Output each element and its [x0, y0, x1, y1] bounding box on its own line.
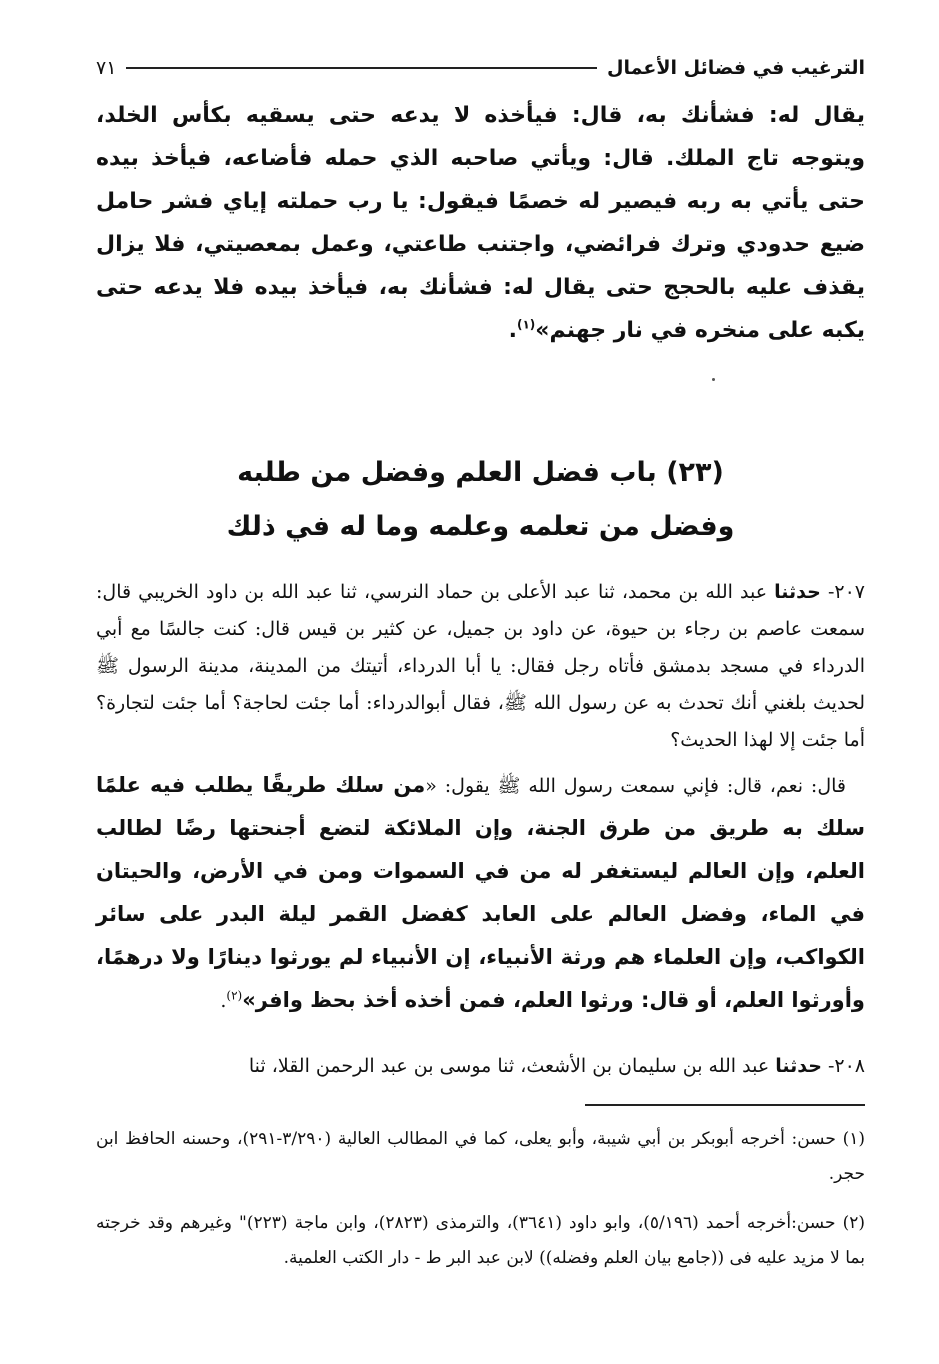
- ink-speck: [712, 378, 715, 381]
- footnote-2: [96, 1206, 865, 1276]
- page-number: ٧١: [96, 57, 117, 79]
- footnote-ref-1: (١): [516, 317, 536, 332]
- section-heading: [96, 446, 865, 554]
- footnote-marker: (١): [835, 1129, 865, 1149]
- hadith-number: ٢٠٨-: [821, 1055, 865, 1077]
- footnote-1: [96, 1122, 865, 1192]
- hadith-end: .: [220, 990, 227, 1012]
- continuation-end: .: [508, 318, 517, 343]
- hadith-lead: حدثنا: [775, 1055, 822, 1077]
- continuation-text: يقال له: فشأنك به، قال: فيأخذه لا يدعه حتى يسقيه بكأس الخلد، ويتوجه تاج الملك. قال: ويأتي صاحبه الذي حمله فأضاعه، فيأخذ بيده حتى يأتي به ربه فيصير له خصمًا فيقول: يا رب حملته إياي فشر حامل ضيع حدودي وترك فرائضي، واجتنب طاعتي، وعمل بمعصيتي، فلا يزال يقذف عليه بالحجج حتى يقال له: فشأنك به، فيأخذ بيده فلا يدعه حتى يكبه على منخره في نار جهنم»: [96, 103, 865, 343]
- hadith-text: عبد الله بن محمد، ثنا عبد الأعلى بن حماد النرسي، ثنا عبد الله بن داود الخريبي قال: سمعت عاصم بن رجاء بن حيوة، عن داود بن جميل، عن كثير بن قيس قال: كنت جالسًا مع أبي الدرداء في مسجد بدمشق فأتاه رجل فقال: يا أبا الدرداء، أتيتك من المدينة، مدينة الرسول ﷺ لحديث بلغني أنك تحدث به عن رسول الله ﷺ، فقال أبوالدرداء: أما جئت لحاجة؟ أما جئت لتجارة؟ أما جئت إلا لهذا الحديث؟: [96, 581, 865, 751]
- footnote-text: حسن:أخرجه أحمد (٥/١٩٦)، وابو داود (٣٦٤١)، والترمذى (٢٨٢٣)، وابن ماجة (٢٢٣)" وغيرهم وقد خرجته بما لا مزيد عليه فى ((جامع بيان العلم وفضله)) لابن عبد البر ط - دار الكتب العلمية.: [96, 1213, 865, 1268]
- footnote-text: حسن: أخرجه أبوبكر بن أبي شيبة، وأبو يعلى، كما في المطالب العالية (٣/٢٩٠-٢٩١)، وحسنه الحافظ ابن حجر.: [96, 1129, 865, 1184]
- running-header: [96, 50, 865, 86]
- continuation-paragraph: [96, 94, 865, 352]
- footnote-ref-2: (٢): [226, 988, 243, 1003]
- hadith-intro: قال: نعم، قال: فإني سمعت رسول الله ﷺ يقول: «: [425, 775, 846, 797]
- hadith-lead: حدثنا: [774, 581, 821, 603]
- footnote-marker: (٢): [835, 1213, 865, 1233]
- section-title-line-2: وفضل من تعلمه وعلمه وما له في ذلك: [226, 511, 735, 542]
- hadith-text: عبد الله بن سليمان بن الأشعث، ثنا موسى بن عبد الرحمن القلا، ثنا: [248, 1055, 776, 1077]
- hadith-207-matn: [96, 764, 865, 1022]
- hadith-207-isnad: [96, 574, 865, 759]
- header-title: الترغيب في فضائل الأعمال: [607, 57, 865, 79]
- hadith-matn-text: من سلك طريقًا يطلب فيه علمًا سلك به طريق من طرق الجنة، وإن الملائكة لتضع أجنحتها رضًا لطالب العلم، وإن العالم ليستغفر له من في السموات ومن في الأرض، والحيتان في الماء، وفضل العالم على العابد كفضل القمر ليلة البدر على سائر الكواكب، وإن العلماء هم ورثة الأنبياء، إن الأنبياء لم يورثوا دينارًا ولا درهمًا، وأورثوا العلم، أو قال: ورثوا العلم، فمن أخذه أخذ بحظ وافر»: [96, 773, 865, 1012]
- hadith-number: ٢٠٧-: [820, 581, 865, 603]
- hadith-208: [96, 1048, 865, 1085]
- section-title-line-1: (٢٣) باب فضل العلم وفضل من طلبه: [237, 457, 724, 488]
- header-rule: [126, 67, 597, 69]
- footnote-separator: [585, 1104, 865, 1106]
